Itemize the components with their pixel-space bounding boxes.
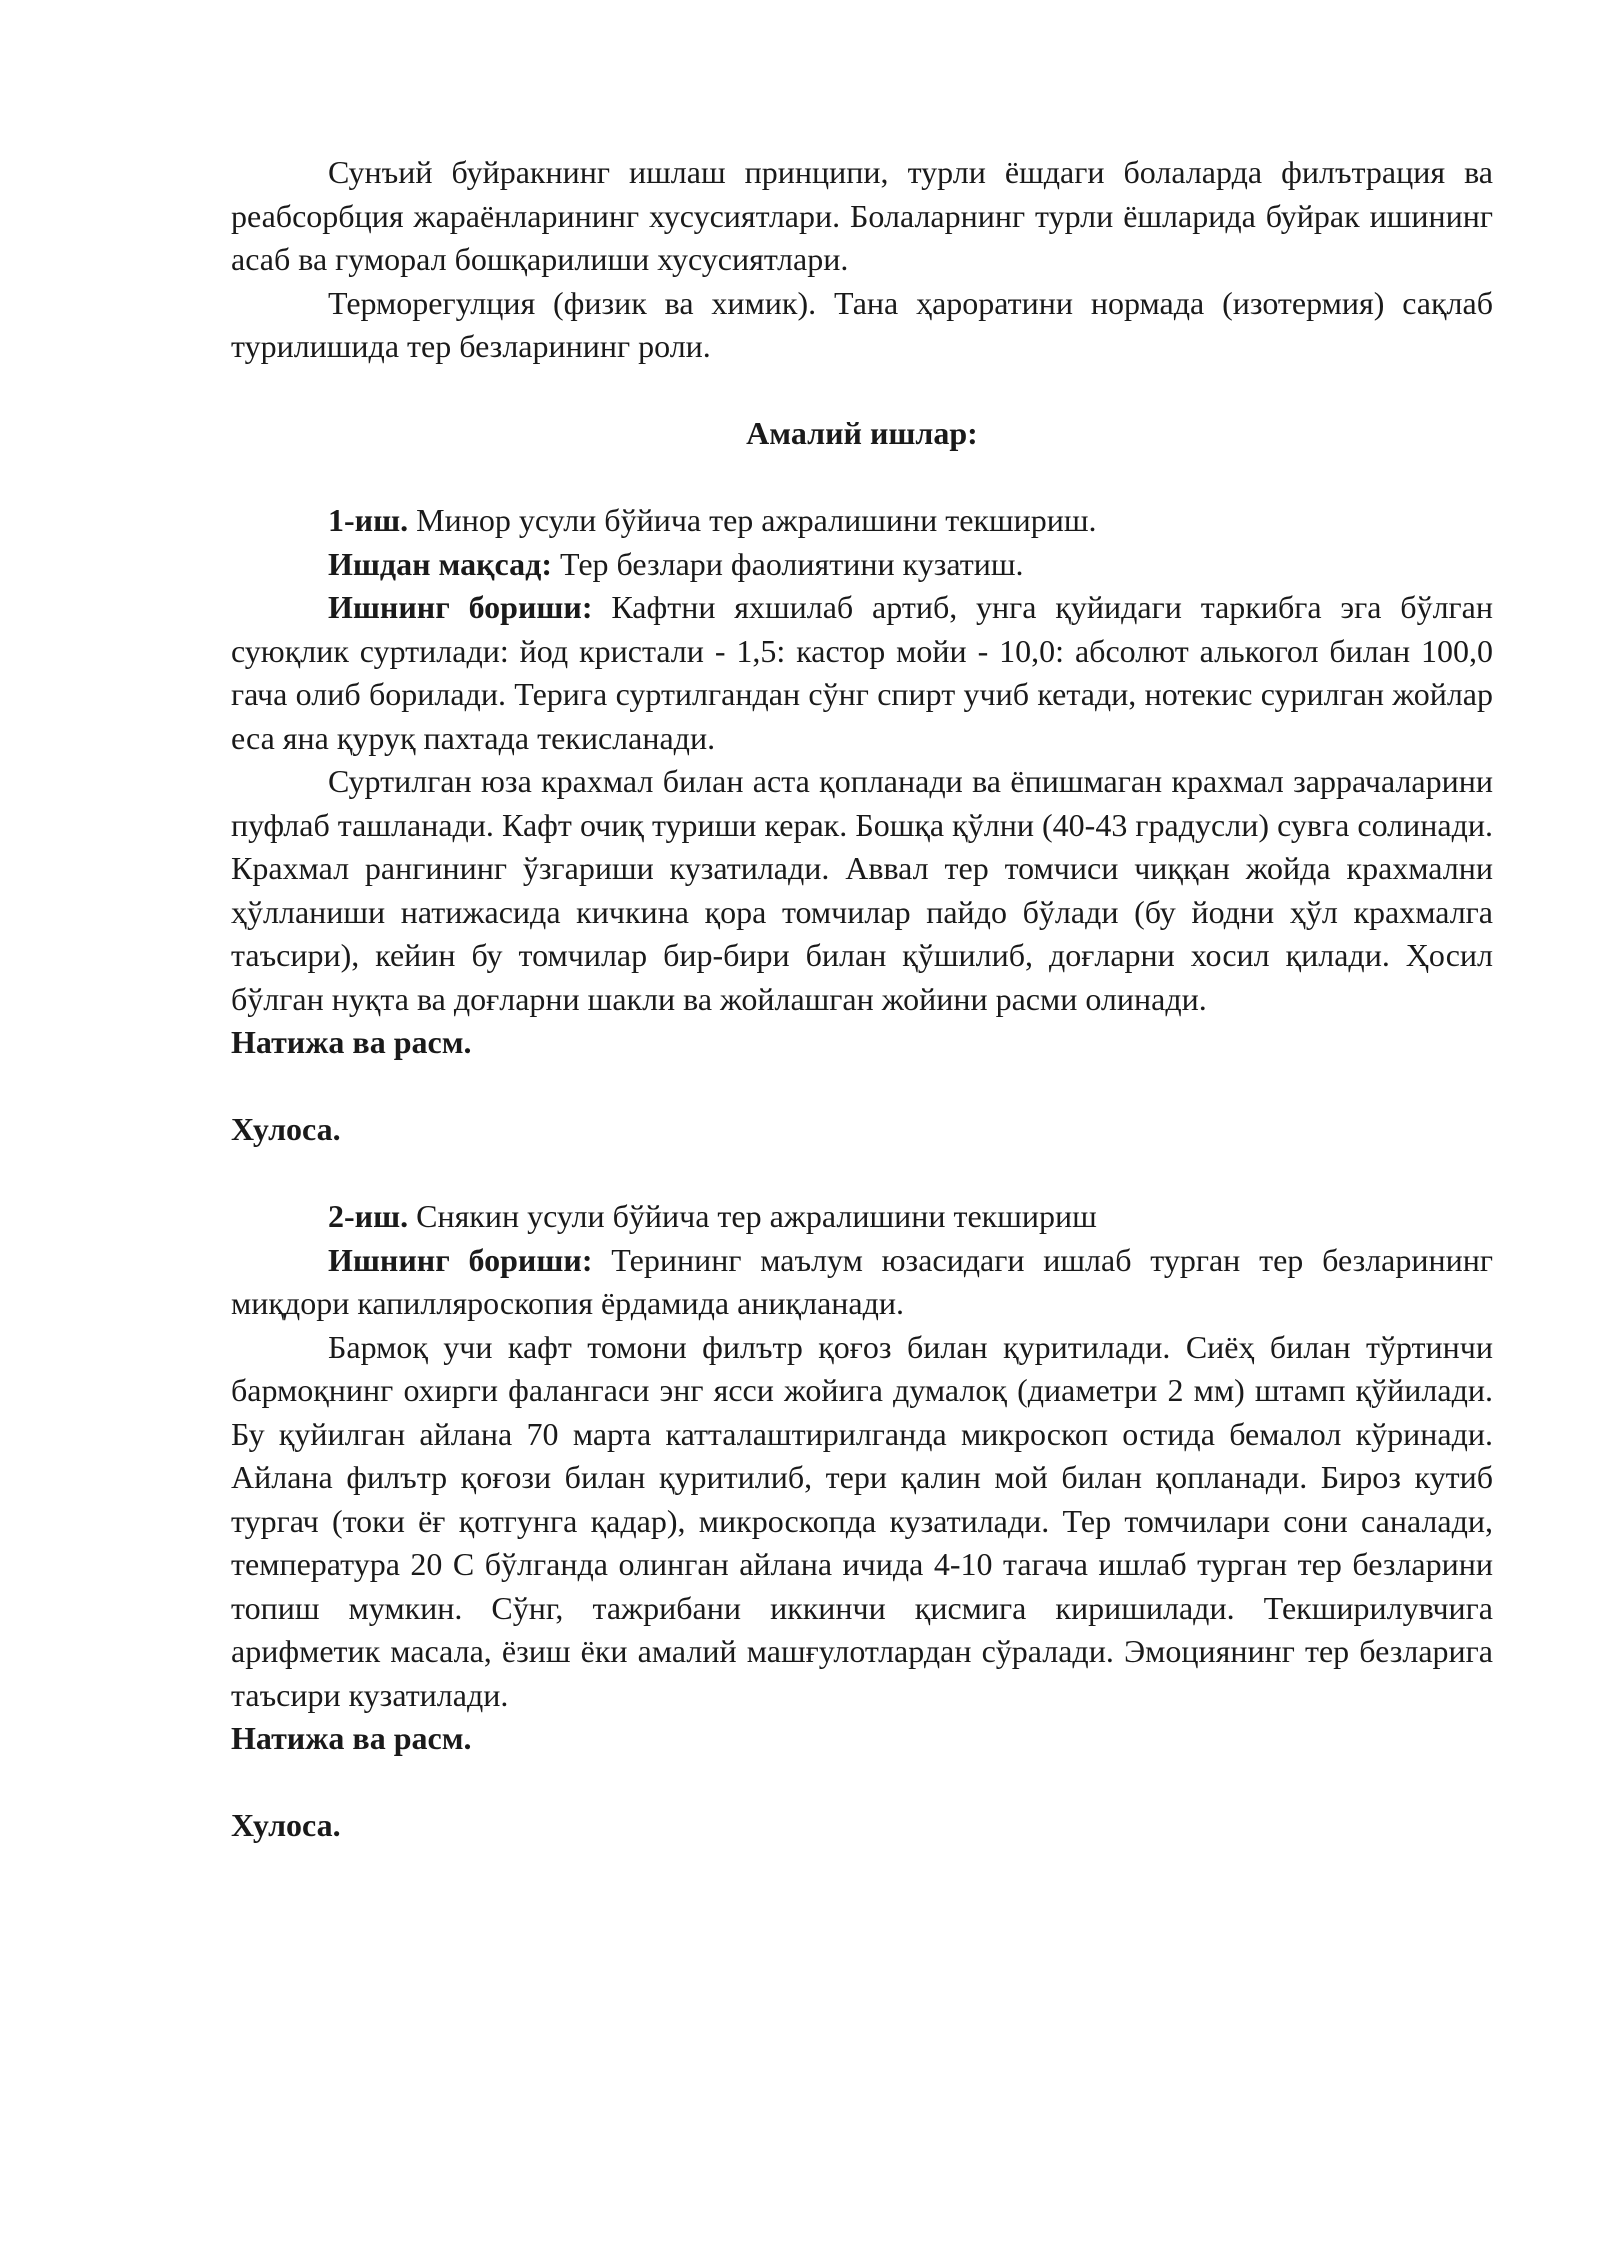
section-heading: Амалий ишлар: [746,415,978,451]
work1-procedure-text: Кафтни яхшилаб артиб, унга қуйидаги таркибга эга бўлган суюқлик суртилади: йод кристали - 1,5: кастор мойи - 10,0: абсолют алькогол билан 100,0 гача олиб борилади. Терига суртилгандан сўнг спирт учиб кетади, нотекис сурилган жойлар еса яна қуруқ пахтада текисланади. [231,589,1494,756]
spacer [231,369,1493,413]
work2-result-heading: Натижа ва расм. [231,1720,472,1756]
document-page [231,151,1493,1848]
intro-paragraph-2: Терморегулция (физик ва химик). Тана ҳароратини нормада (изотермия) сақлаб турилишида тер безларининг роли. [231,284,1493,364]
intro-paragraph-1: Сунъий буйракнинг ишлаш принципи, турли ёшдаги болаларда филътрация ва реабсорбция жараёнларининг хусусиятлари. Болаларнинг турли ёшларида буйрак ишининг асаб ва гуморал бошқарилиши хусусиятлари. [231,154,1493,277]
spacer [231,456,1493,500]
work1-goal-label: Ишдан мақсад: [328,545,552,582]
work1-procedure-label: Ишнинг бориши: [328,589,593,625]
work1-goal-text: Тер безлари фаолиятини кузатиш. [551,545,1024,582]
work2-title-text: Снякин усули бўйича тер ажралишини текшириш [408,1198,1097,1234]
work1-title [231,499,1493,543]
work2-procedure-text: Терининг маълум юзасидаги ишлаб турган тер безларининг миқдори капилляроскопия ёрдамида аниқланади. [231,1241,1494,1321]
work2-conclusion-heading: Хулоса. [231,1807,341,1843]
work2-procedure [231,1239,1493,1326]
work1-conclusion-heading: Хулоса. [231,1111,341,1147]
spacer [231,1152,1493,1196]
spacer [231,1761,1493,1805]
work2-paragraph-2: Бармоқ учи кафт томони филътр қоғоз билан қуритилади. Сиёҳ билан тўртинчи бармоқнинг охирги фалангаси энг ясси жойига думалоқ (диаметри 2 мм) штамп қўйилади. Бу қуйилган айлана 70 марта катталаштирилганда микроскоп остида бемалол кўринади. Айлана филътр қоғози билан қуритилиб, тери қалин мой билан қопланади. Бироз кутиб тургач (токи ёғ қотгунга қадар), микроскопда кузатилади. Тер томчилари сони саналади, температура 20 С бўлганда олинган айлана ичида 4-10 тагача ишлаб турган тер безларини топиш мумкин. Сўнг, тажрибани иккинчи қисмига киришилади. Текширилувчига арифметик масала, ёзиш ёки амалий машғулотлардан сўралади. Эмоциянинг тер безларига таъсири кузатилади. [231,1328,1493,1713]
work2-title [231,1195,1493,1239]
work2-procedure-label: Ишнинг бориши: [328,1241,593,1278]
work1-result-heading: Натижа ва расм. [231,1024,472,1060]
work1-title-label: 1-иш. [328,502,409,538]
work2-title-label: 2-иш. [328,1198,409,1234]
work1-title-text: Минор усули бўйича тер ажралишини текшириш. [408,502,1097,538]
work1-procedure [231,586,1493,760]
spacer [231,1065,1493,1109]
work1-paragraph-2: Суртилган юза крахмал билан аста қопланади ва ёпишмаган крахмал заррачаларини пуфлаб ташланади. Кафт очиқ туриши керак. Бошқа қўлни (40-43 градусли) сувга солинади. Крахмал рангининг ўзгариши кузатилади. Аввал тер томчиси чиққан жойда крахмални ҳўлланиши натижасида кичкина қора томчилар пайдо бўлади (бу йодни ҳўл крахмалга таъсири), кейин бу томчилар бир-бири билан қўшилиб, доғларни хосил қилади. Ҳосил бўлган нуқта ва доғларни шакли ва жойлашган жойини расми олинади. [231,763,1493,1017]
work1-goal [231,543,1493,587]
